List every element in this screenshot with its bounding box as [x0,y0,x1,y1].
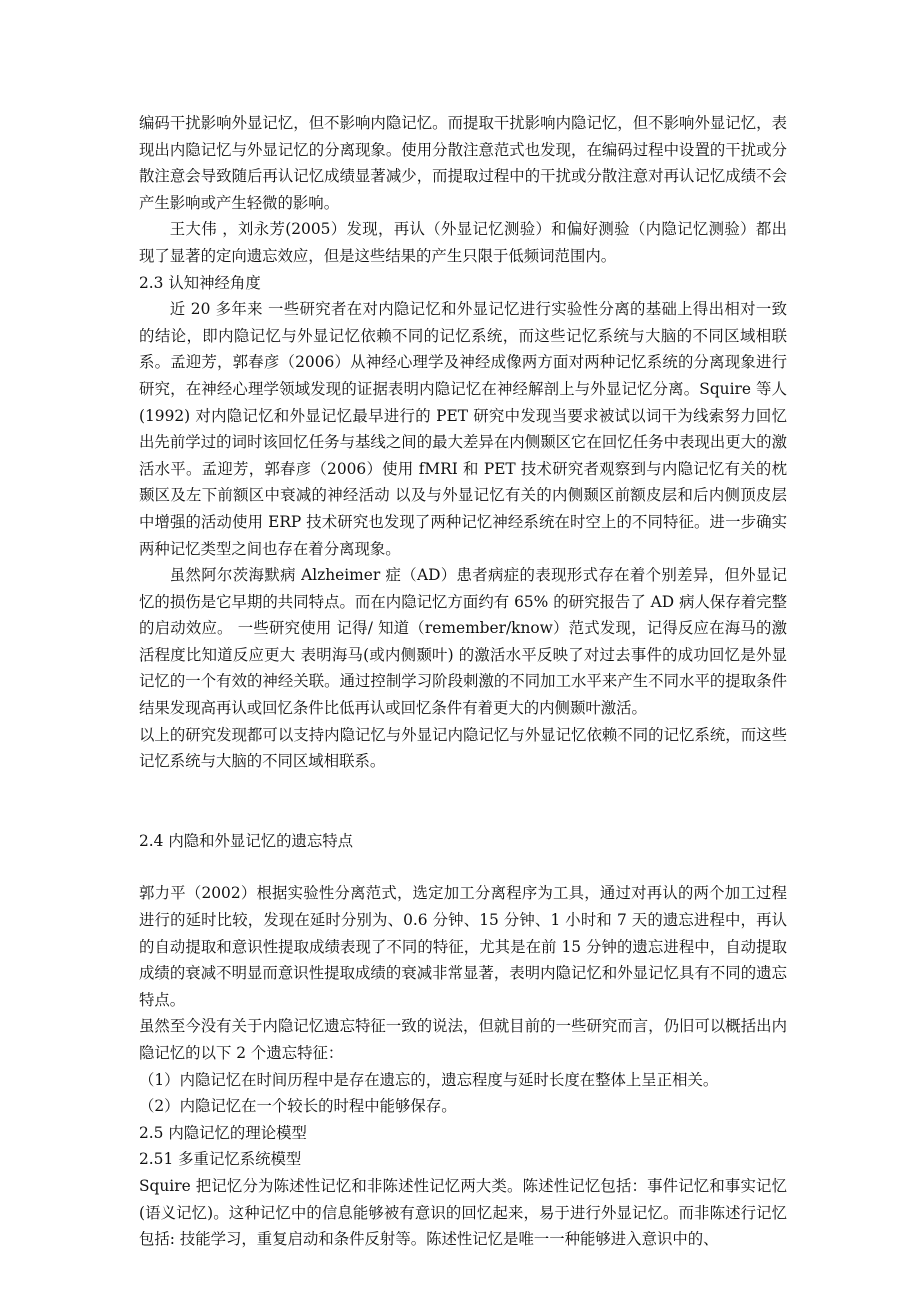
spacer [139,854,787,880]
section-heading-2-51: 2.51 多重记忆系统模型 [139,1150,302,1169]
paragraph-neuro-imaging: 近 20 多年来 一些研究者在对内隐记忆和外显记忆进行实验性分离的基础上得出相对一致的结论，即内隐记忆与外显记忆依赖不同的记忆系统，而这些记忆系统与大脑的不同区域相联系。孟迎芳，郭春彦（2006）从神经心理学及神经成像两方面对两种记忆系统的分离现象进行研究，在神经心理学领域发现的证据表明内隐记忆在神经解剖上与外显记忆分离。Squire 等人(1992) 对内隐记忆和外显记忆最早进行的 PET 研究中发现当要求被试以词干为线索努力回忆出先前学过的词时该回忆任务与基线之间的最大差异在内侧颞区它在回忆任务中表现出更大的激活水平。孟迎芳，郭春彦（2006）使用 fMRI 和 PET 技术研究者观察到与内隐记忆有关的枕颞区及左下前额区中衰减的神经活动 以及与外显记忆有关的内侧颞区前额皮层和后内侧顶皮层中增强的活动使用 ERP 技术研究也发现了两种记忆神经系统在时空上的不同特征。进一步确实两种记忆类型之间也存在着分离现象。 [139,300,787,558]
paragraph-alzheimer: 虽然阿尔茨海默病 Alzheimer 症（AD）患者病症的表现形式存在着个别差异，但外显记忆的损伤是它早期的共同特点。而在内隐记忆方面约有 65% 的研究报告了 AD 病人保存着完整的启动效应。 一些研究使用 记得/ 知道（remember/know）范式发现，记得反应在海马的激活程度比知道反应更大 表明海马(或内侧颞叶) 的激活水平反映了对过去事件的成功回忆是外显记忆的一个有效的神经关联。通过控制学习阶段刺激的不同加工水平来产生不同水平的提取条件结果发现高再认或回忆条件比低再认或回忆条件有着更大的内侧颞叶激活。 [139,566,787,718]
list-item-2: （2）内隐记忆在一个较长的时程中能够保存。 [139,1097,457,1116]
paragraph-forgetting-features: 虽然至今没有关于内隐记忆遗忘特征一致的说法，但就目前的一些研究而言，仍旧可以概括出内隐记忆的以下 2 个遗忘特征： [139,1017,787,1062]
section-heading-2-5: 2.5 内隐记忆的理论模型 [139,1123,307,1142]
section-heading-2-3: 2.3 认知神经角度 [139,273,261,292]
paragraph-multiple-memory-systems: Squire 把记忆分为陈述性记忆和非陈述性记忆两大类。陈述性记忆包括：事件记忆和事实记忆(语义记忆)。这种记忆中的信息能够被有意识的回忆起来，易于进行外显记忆。而非陈述行记忆包括: 技能学习，重复启动和条件反射等。陈述性记忆是唯一一种能够进入意识中的、 [139,1176,787,1249]
section-heading-2-4: 2.4 内隐和外显记忆的遗忘特点 [139,831,354,850]
document-body [139,110,787,1253]
paragraph-summary: 以上的研究发现都可以支持内隐记忆与外显记内隐记忆与外显记忆依赖不同的记忆系统，而这些记忆系统与大脑的不同区域相联系。 [139,725,787,771]
paragraph-interference: 编码干扰影响外显记忆，但不影响内隐记忆。而提取干扰影响内隐记忆，但不影响外显记忆，表现出内隐记忆与外显记忆的分离现象。使用分散注意范式也发现，在编码过程中设置的干扰或分散注意会导致随后再认记忆成绩显著减少，而提取过程中的干扰或分散注意对再认记忆成绩不会产生影响或产生轻微的影响。 [139,114,787,212]
paragraph-directed-forgetting: 王大伟 ，刘永芳(2005）发现，再认（外显记忆测验）和偏好测验（内隐记忆测验）都出现了显著的定向遗忘效应，但是这些结果的产生只限于低频词范围内。 [139,220,787,265]
spacer [139,775,787,828]
paragraph-forgetting-process: 郭力平（2002）根据实验性分离范式，选定加工分离程序为工具，通过对再认的两个加工过程进行的延时比较，发现在延时分别为、0.6 分钟、15 分钟、1 小时和 7 天的遗忘进程中，再认的自动提取和意识性提取成绩表现了不同的特征，尤其是在前 15 分钟的遗忘进程中，自动提取成绩的衰减不明显而意识性提取成绩的衰减非常显著，表明内隐记忆和外显记忆具有不同的遗忘特点。 [139,884,787,1009]
list-item-1: （1）内隐记忆在时间历程中是存在遗忘的，遗忘程度与延时长度在整体上呈正相关。 [139,1070,719,1089]
